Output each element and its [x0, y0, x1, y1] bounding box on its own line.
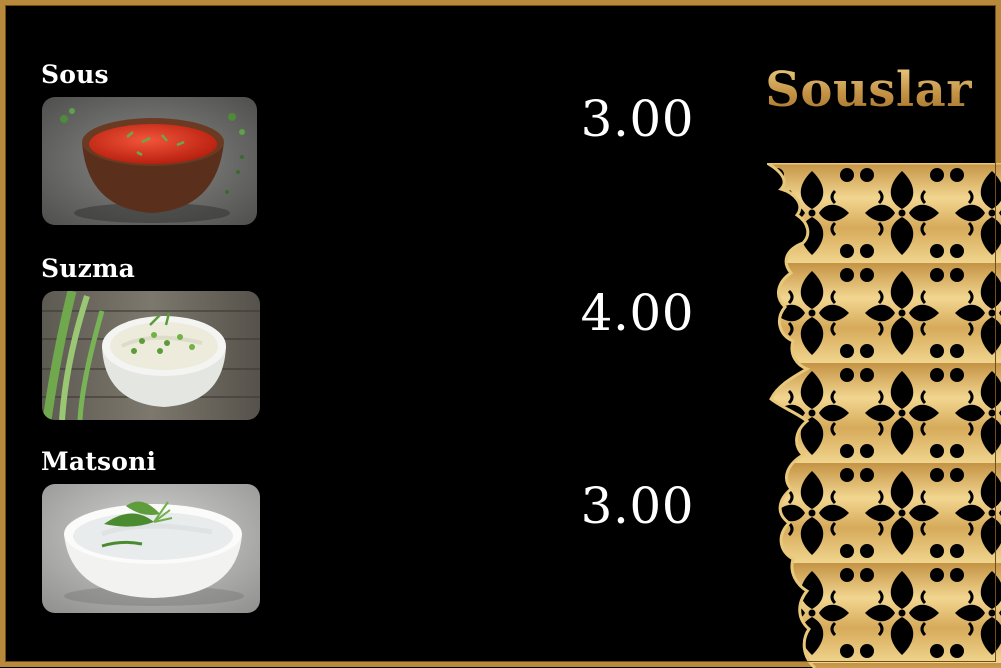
- item-name-matsoni: Matsoni: [41, 447, 157, 476]
- tomato-sauce-bowl-icon: [42, 97, 257, 225]
- item-image-suzma: [42, 291, 260, 420]
- item-price-matsoni: 3.00: [580, 477, 694, 535]
- item-price-sous: 3.00: [580, 90, 694, 148]
- menu-title: Souslar: [765, 62, 972, 118]
- gold-ornament-icon: [767, 163, 1001, 668]
- item-image-sous: [42, 97, 257, 225]
- suzma-bowl-icon: [42, 291, 260, 420]
- matsoni-bowl-icon: [42, 484, 260, 613]
- item-name-sous: Sous: [41, 60, 109, 89]
- item-price-suzma: 4.00: [580, 284, 694, 342]
- item-name-suzma: Suzma: [41, 254, 136, 283]
- item-image-matsoni: [42, 484, 260, 613]
